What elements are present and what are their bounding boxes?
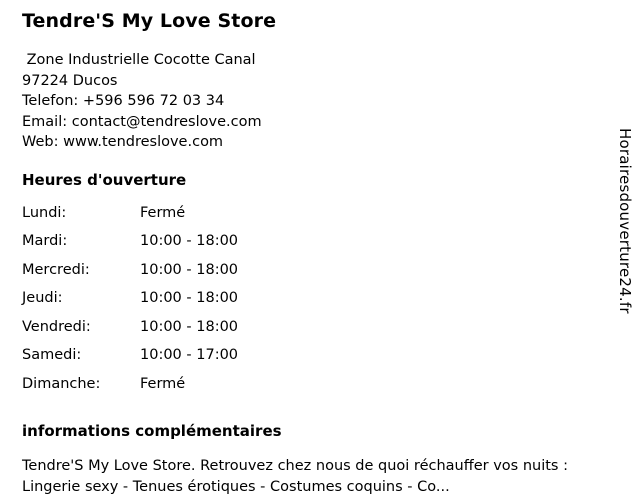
page-title: Tendre'S My Love Store xyxy=(22,10,277,32)
hours-day-value: 10:00 - 18:00 xyxy=(140,290,239,306)
address-line-web: Web: www.tendreslove.com xyxy=(22,134,224,150)
hours-day-label: Vendredi: xyxy=(22,318,91,335)
hours-day-value: 10:00 - 17:00 xyxy=(140,347,239,363)
address-line-street: Zone Industrielle Cocotte Canal xyxy=(22,52,256,68)
hours-day-value: 10:00 - 18:00 xyxy=(140,318,239,335)
hours-day-value: Fermé xyxy=(140,204,186,221)
opening-hours-heading: Heures d'ouverture xyxy=(22,170,187,189)
table-row xyxy=(22,203,238,232)
address-block xyxy=(22,50,602,153)
address-line-phone: Telefon: +596 596 72 03 34 xyxy=(22,93,225,109)
hours-day-label: Mardi: xyxy=(22,233,68,249)
hours-day-label: Lundi: xyxy=(22,204,67,221)
additional-info-heading: informations complémentaires xyxy=(22,422,282,440)
table-row xyxy=(22,231,238,260)
table-row xyxy=(22,374,238,403)
hours-day-value: Fermé xyxy=(140,375,186,392)
hours-day-value: 10:00 - 18:00 xyxy=(140,233,239,249)
table-row xyxy=(22,345,238,374)
hours-day-value: 10:00 - 18:00 xyxy=(140,261,239,278)
hours-day-label: Samedi: xyxy=(22,347,82,363)
address-line-city: 97224 Ducos xyxy=(22,72,118,89)
store-info-panel xyxy=(22,10,602,498)
hours-day-label: Dimanche: xyxy=(22,375,101,392)
additional-info-text: Tendre'S My Love Store. Retrouvez chez nous de quoi réchauffer vos nuits : Lingerie sexy - Tenues érotiques - Costumes coquins - Co... xyxy=(22,458,568,495)
address-line-email: Email: contact@tendreslove.com xyxy=(22,113,262,130)
table-row xyxy=(22,317,238,346)
hours-day-label: Jeudi: xyxy=(22,290,63,306)
table-row xyxy=(22,260,238,289)
hours-day-label: Mercredi: xyxy=(22,261,90,278)
watermark-vertical-label: Horairesdouverture24.fr xyxy=(616,128,634,314)
table-row xyxy=(22,288,238,317)
opening-hours-table xyxy=(22,203,238,403)
